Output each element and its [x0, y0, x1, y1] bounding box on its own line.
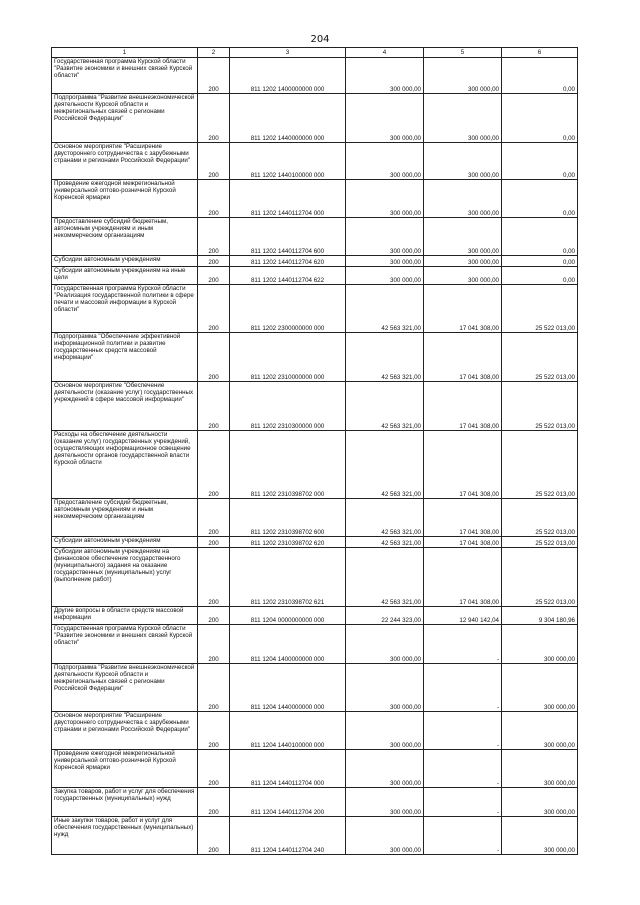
- budget-classification-code: 811 1204 1440000000 000: [230, 664, 346, 712]
- executed-amount: 300 000,00: [424, 218, 502, 256]
- executed-amount: 300 000,00: [424, 94, 502, 143]
- remaining-amount: 0,00: [502, 256, 578, 267]
- item-name: Субсидии автономным учреждениям: [52, 537, 198, 548]
- executed-amount: -: [424, 625, 502, 664]
- approved-amount: 42 563 321,00: [346, 382, 424, 431]
- executed-amount: 17 041 308,00: [424, 285, 502, 333]
- remaining-amount: 25 522 013,00: [502, 548, 578, 607]
- item-name: Предоставление субсидий бюджетным, автономным учреждениям и иным некоммерческим организациям: [52, 499, 198, 537]
- remaining-amount: 0,00: [502, 267, 578, 285]
- approved-amount: 42 563 321,00: [346, 548, 424, 607]
- budget-classification-code: 811 1202 1400000000 000: [230, 58, 346, 94]
- column-header: 2: [198, 48, 230, 58]
- remaining-amount: 25 522 013,00: [502, 333, 578, 382]
- remaining-amount: 25 522 013,00: [502, 537, 578, 548]
- approved-amount: 300 000,00: [346, 750, 424, 788]
- table-row: [52, 382, 578, 431]
- table-row: [52, 180, 578, 218]
- item-name: Субсидии автономным учреждениям на финансовое обеспечение государственного (муниципального) задания на оказание государственных (муниципальных) услуг (выполнение работ): [52, 548, 198, 607]
- table-row: [52, 143, 578, 180]
- remaining-amount: 0,00: [502, 94, 578, 143]
- remaining-amount: 25 522 013,00: [502, 499, 578, 537]
- item-name: Предоставление субсидий бюджетным, автономным учреждениям и иным некоммерческим организациям: [52, 218, 198, 256]
- executed-amount: 300 000,00: [424, 180, 502, 218]
- budget-classification-code: 811 1204 1440112704 240: [230, 817, 346, 855]
- line-code: 200: [198, 607, 230, 625]
- table-row: [52, 607, 578, 625]
- column-header: 5: [424, 48, 502, 58]
- executed-amount: 17 041 308,00: [424, 333, 502, 382]
- budget-classification-code: 811 1202 2310398702 620: [230, 537, 346, 548]
- table-row: [52, 664, 578, 712]
- budget-classification-code: 811 1202 2310300000 000: [230, 382, 346, 431]
- item-name: Расходы на обеспечение деятельности (оказание услуг) государственных учреждений, осуществляющих информационное освещение деятельности органов государственной власти Курской области: [52, 431, 198, 499]
- approved-amount: 300 000,00: [346, 94, 424, 143]
- executed-amount: 300 000,00: [424, 143, 502, 180]
- line-code: 200: [198, 218, 230, 256]
- column-header: 3: [230, 48, 346, 58]
- budget-classification-code: 811 1202 1440112704 622: [230, 267, 346, 285]
- remaining-amount: 0,00: [502, 143, 578, 180]
- item-name: Проведение ежегодной межрегиональной универсальной оптово-розничной Курской Коренской ярмарки: [52, 180, 198, 218]
- approved-amount: 42 563 321,00: [346, 285, 424, 333]
- executed-amount: -: [424, 788, 502, 817]
- remaining-amount: 0,00: [502, 218, 578, 256]
- line-code: 200: [198, 431, 230, 499]
- budget-classification-code: 811 1202 2310398702 000: [230, 431, 346, 499]
- item-name: Подпрограмма "Обеспечение эффективной информационной политики и развитие государственных средств массовой информации": [52, 333, 198, 382]
- budget-table: [51, 47, 578, 855]
- table-row: [52, 817, 578, 855]
- approved-amount: 42 563 321,00: [346, 333, 424, 382]
- approved-amount: 22 244 323,00: [346, 607, 424, 625]
- item-name: Основное мероприятие "Обеспечение деятельности (оказание услуг) государственных учреждений в сфере массовой информации": [52, 382, 198, 431]
- executed-amount: 300 000,00: [424, 58, 502, 94]
- item-name: Подпрограмма "Развитие внешнеэкономической деятельности Курской области и межрегиональных связей с регионами Российской Федерации": [52, 664, 198, 712]
- budget-classification-code: 811 1204 1440100000 000: [230, 712, 346, 750]
- executed-amount: -: [424, 712, 502, 750]
- item-name: Государственная программа Курской области "Реализация государственной политики в сфере печати и массовой информации в Курской области": [52, 285, 198, 333]
- approved-amount: 300 000,00: [346, 712, 424, 750]
- line-code: 200: [198, 712, 230, 750]
- line-code: 200: [198, 548, 230, 607]
- approved-amount: 300 000,00: [346, 267, 424, 285]
- line-code: 200: [198, 817, 230, 855]
- table-row: [52, 712, 578, 750]
- line-code: 200: [198, 285, 230, 333]
- item-name: Государственная программа Курской области "Развитие экономики и внешних связей Курской области": [52, 625, 198, 664]
- line-code: 200: [198, 664, 230, 712]
- line-code: 200: [198, 537, 230, 548]
- table-row: [52, 431, 578, 499]
- budget-classification-code: 811 1202 1440100000 000: [230, 143, 346, 180]
- item-name: Субсидии автономным учреждениям: [52, 256, 198, 267]
- budget-classification-code: 811 1204 1440112704 000: [230, 750, 346, 788]
- item-name: Субсидии автономным учреждениям на иные цели: [52, 267, 198, 285]
- table-row: [52, 537, 578, 548]
- budget-classification-code: 811 1202 1440112704 620: [230, 256, 346, 267]
- approved-amount: 42 563 321,00: [346, 537, 424, 548]
- budget-classification-code: 811 1204 1440112704 200: [230, 788, 346, 817]
- remaining-amount: 9 304 180,96: [502, 607, 578, 625]
- line-code: 200: [198, 750, 230, 788]
- remaining-amount: 25 522 013,00: [502, 285, 578, 333]
- approved-amount: 42 563 321,00: [346, 499, 424, 537]
- budget-classification-code: 811 1204 1400000000 000: [230, 625, 346, 664]
- item-name: Основное мероприятие "Расширение двустороннего сотрудничества с зарубежными странами и регионами Российской Федерации": [52, 143, 198, 180]
- remaining-amount: 300 000,00: [502, 664, 578, 712]
- executed-amount: -: [424, 664, 502, 712]
- line-code: 200: [198, 788, 230, 817]
- table-row: [52, 499, 578, 537]
- budget-classification-code: 811 1202 1440112704 600: [230, 218, 346, 256]
- line-code: 200: [198, 499, 230, 537]
- executed-amount: 17 041 308,00: [424, 431, 502, 499]
- approved-amount: 300 000,00: [346, 664, 424, 712]
- budget-classification-code: 811 1202 1440000000 000: [230, 94, 346, 143]
- table-row: [52, 333, 578, 382]
- column-header: 1: [52, 48, 198, 58]
- page-number: 204: [310, 34, 330, 45]
- line-code: 200: [198, 143, 230, 180]
- item-name: Подпрограмма "Развитие внешнеэкономической деятельности Курской области и межрегиональных связей с регионами Российской Федерации": [52, 94, 198, 143]
- remaining-amount: 25 522 013,00: [502, 382, 578, 431]
- table-row: [52, 788, 578, 817]
- table-row: [52, 218, 578, 256]
- approved-amount: 300 000,00: [346, 58, 424, 94]
- budget-classification-code: 811 1202 2300000000 000: [230, 285, 346, 333]
- item-name: Проведение ежегодной межрегиональной универсальной оптово-розничной Курской Коренской ярмарки: [52, 750, 198, 788]
- remaining-amount: 300 000,00: [502, 750, 578, 788]
- column-header-row: [52, 48, 578, 58]
- table-row: [52, 548, 578, 607]
- item-name: Основное мероприятие "Расширение двустороннего сотрудничества с зарубежными странами и регионами Российской Федерации": [52, 712, 198, 750]
- item-name: Другие вопросы в области средств массовой информации: [52, 607, 198, 625]
- approved-amount: 300 000,00: [346, 625, 424, 664]
- remaining-amount: 0,00: [502, 180, 578, 218]
- line-code: 200: [198, 333, 230, 382]
- executed-amount: 17 041 308,00: [424, 382, 502, 431]
- approved-amount: 300 000,00: [346, 817, 424, 855]
- approved-amount: 300 000,00: [346, 256, 424, 267]
- table-row: [52, 625, 578, 664]
- table-row: [52, 256, 578, 267]
- budget-classification-code: 811 1204 0000000000 000: [230, 607, 346, 625]
- table-row: [52, 285, 578, 333]
- approved-amount: 300 000,00: [346, 180, 424, 218]
- line-code: 200: [198, 58, 230, 94]
- budget-classification-code: 811 1202 2310398702 621: [230, 548, 346, 607]
- remaining-amount: 300 000,00: [502, 712, 578, 750]
- budget-classification-code: 811 1202 2310398702 600: [230, 499, 346, 537]
- table-row: [52, 267, 578, 285]
- line-code: 200: [198, 382, 230, 431]
- line-code: 200: [198, 256, 230, 267]
- line-code: 200: [198, 180, 230, 218]
- executed-amount: -: [424, 817, 502, 855]
- line-code: 200: [198, 625, 230, 664]
- remaining-amount: 25 522 013,00: [502, 431, 578, 499]
- approved-amount: 42 563 321,00: [346, 431, 424, 499]
- executed-amount: 17 041 308,00: [424, 537, 502, 548]
- executed-amount: 17 041 308,00: [424, 499, 502, 537]
- table-row: [52, 58, 578, 94]
- executed-amount: 300 000,00: [424, 267, 502, 285]
- item-name: Иные закупки товаров, работ и услуг для обеспечения государственных (муниципальных) нужд: [52, 817, 198, 855]
- remaining-amount: 0,00: [502, 58, 578, 94]
- executed-amount: 12 940 142,04: [424, 607, 502, 625]
- column-header: 4: [346, 48, 424, 58]
- approved-amount: 300 000,00: [346, 788, 424, 817]
- table-row: [52, 94, 578, 143]
- item-name: Закупка товаров, работ и услуг для обеспечения государственных (муниципальных) нужд: [52, 788, 198, 817]
- executed-amount: 17 041 308,00: [424, 548, 502, 607]
- table-row: [52, 750, 578, 788]
- executed-amount: 300 000,00: [424, 256, 502, 267]
- remaining-amount: 300 000,00: [502, 788, 578, 817]
- line-code: 200: [198, 267, 230, 285]
- approved-amount: 300 000,00: [346, 143, 424, 180]
- budget-classification-code: 811 1202 2310000000 000: [230, 333, 346, 382]
- column-header: 6: [502, 48, 578, 58]
- line-code: 200: [198, 94, 230, 143]
- remaining-amount: 300 000,00: [502, 817, 578, 855]
- budget-classification-code: 811 1202 1440112704 000: [230, 180, 346, 218]
- remaining-amount: 300 000,00: [502, 625, 578, 664]
- item-name: Государственная программа Курской области "Развитие экономики и внешних связей Курской области": [52, 58, 198, 94]
- executed-amount: -: [424, 750, 502, 788]
- approved-amount: 300 000,00: [346, 218, 424, 256]
